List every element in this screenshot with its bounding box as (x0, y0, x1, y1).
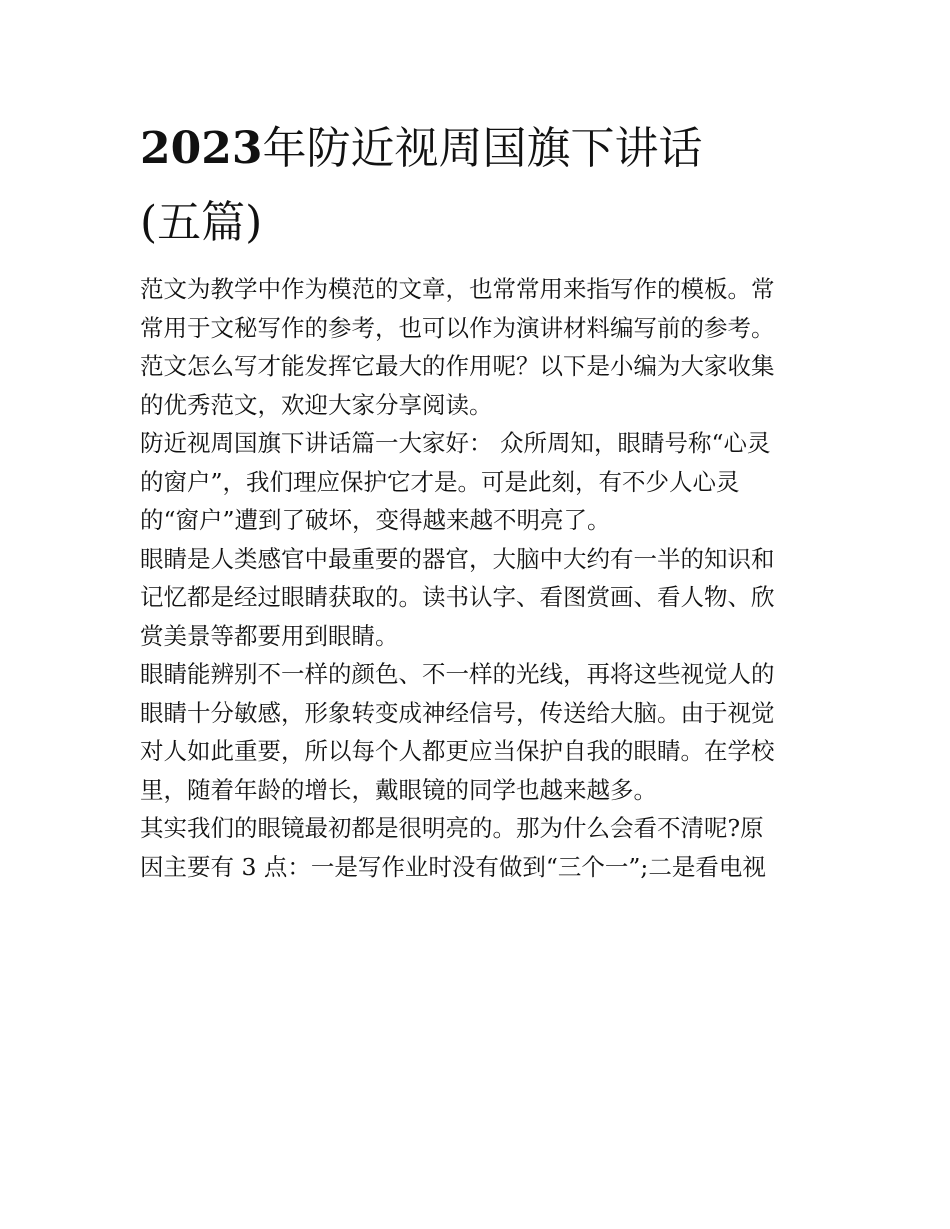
document-content (140, 112, 820, 886)
paragraph-line: 防近视周国旗下讲话篇一大家好： 众所周知，眼睛号称“心灵 (140, 429, 771, 457)
paragraph-line: 常用于文秘写作的参考，也可以作为演讲材料编写前的参考。 (140, 313, 775, 342)
paragraph-line: 眼睛十分敏感，形象转变成神经信号，传送给大脑。由于视觉 (140, 698, 775, 727)
title-line-2: (五篇) (140, 197, 263, 248)
paragraph-line: 赏美景等都要用到眼睛。 (140, 621, 399, 650)
body-paragraph (140, 809, 820, 886)
title-text: 年防近视周国旗下讲话 (262, 123, 703, 174)
body-paragraph (140, 655, 820, 809)
paragraph-line: 范文为教学中作为模范的文章，也常常用来指写作的模板。常 (140, 275, 775, 303)
body-paragraph (140, 540, 820, 656)
paragraph-line: 眼睛是人类感官中最重要的器官，大脑中大约有一半的知识和 (140, 544, 775, 573)
paragraph-line: 里，随着年龄的增长，戴眼镜的同学也越来越多。 (140, 775, 657, 804)
document-title (140, 112, 820, 260)
paragraph-line: 记忆都是经过眼睛获取的。读书认字、看图赏画、看人物、欣 (140, 583, 775, 611)
title-year: 2023 (140, 123, 263, 174)
body-paragraph (140, 270, 820, 424)
body-paragraph (140, 424, 820, 540)
title-line-1 (140, 112, 820, 186)
paragraph-line: 因主要有 3 点：一是写作业时没有做到“三个一”;二是看电视 (140, 852, 766, 881)
paragraph-line: 的优秀范文，欢迎大家分享阅读。 (140, 390, 493, 419)
paragraph-line: 眼睛能辨别不一样的颜色、不一样的光线，再将这些视觉人的 (140, 660, 775, 688)
paragraph-line: 范文怎么写才能发挥它最大的作用呢？以下是小编为大家收集 (140, 352, 775, 380)
paragraph-line: 其实我们的眼镜最初都是很明亮的。那为什么会看不清呢?原 (140, 814, 764, 842)
paragraph-line: 的窗户”，我们理应保护它才是。可是此刻，有不少人心灵 (140, 467, 740, 496)
document-body (140, 270, 820, 886)
paragraph-line: 对人如此重要，所以每个人都更应当保护自我的眼睛。在学校 (140, 737, 775, 765)
paragraph-line: 的“窗户”遭到了破坏，变得越来越不明亮了。 (140, 506, 611, 534)
